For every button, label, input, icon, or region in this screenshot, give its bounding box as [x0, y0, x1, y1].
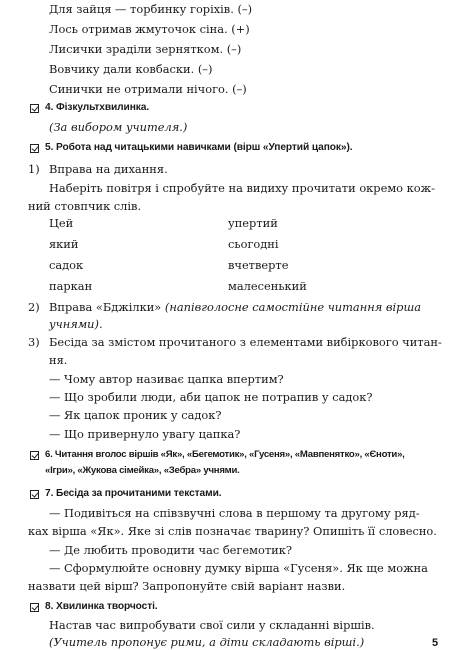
text-line: ках вірша «Як». Яке зі слів позначає тварину? Опишіть її словесно.	[28, 524, 437, 538]
text-line: Лисички зраділи зернятком. (–)	[49, 42, 242, 56]
section-note: (За вибором учителя.)	[49, 120, 188, 134]
text-line: — Де любить проводити час бегемотик?	[49, 543, 292, 557]
word-right: малесенький	[228, 279, 307, 293]
question-line: — Що привернуло увагу цапка?	[49, 427, 241, 441]
word-left: Цей	[49, 216, 74, 230]
text-line: Для зайця — торбинку горіхів. (–)	[49, 2, 253, 16]
text-line: назвати цей вірш? Запропонуйте свій варіант назви.	[28, 579, 346, 593]
section-heading: 4. Фізкультхвилинка.	[45, 102, 150, 113]
word-right: вчетверте	[228, 258, 289, 272]
checkbox-icon	[30, 451, 39, 460]
checkbox-icon	[30, 603, 39, 612]
text-line: ня.	[49, 353, 68, 367]
section-heading: 6. Читання вголос віршів «Як», «Бегемотик», «Гусеня», «Мавпенятко», «Єноти»,	[45, 449, 405, 460]
text-line: — Подивіться на співзвучні слова в першому та другому ряд-	[49, 506, 420, 520]
section-heading: «Ігри», «Жукова сімейка», «Зебра» учнями.	[45, 465, 240, 476]
checkbox-icon	[30, 144, 39, 153]
text-line: Настав час випробувати свої сили у складанні віршів.	[49, 618, 375, 632]
checkbox-icon	[30, 490, 39, 499]
item-number: 1)	[28, 162, 40, 176]
item-italic: (напівголосне самостійне читання вірша	[164, 300, 422, 314]
section-heading: 8. Хвилинка творчості.	[45, 601, 158, 612]
item-text: Вправа «Бджілки»	[49, 300, 162, 314]
section-note: (Учитель пропонує рими, а діти складають вірші.)	[49, 635, 365, 649]
section-heading: 5. Робота над читацькими навичками (вірш «Упертий цапок»).	[45, 142, 353, 153]
item-number: 2)	[28, 300, 40, 314]
text-line: — Сформулюйте основну думку вірша «Гусеня». Як ще можна	[49, 561, 428, 575]
page-number: 5	[432, 637, 439, 649]
item-number: 3)	[28, 335, 40, 349]
word-left: який	[49, 237, 79, 251]
word-right: сьогодні	[228, 237, 279, 251]
checkbox-icon	[30, 104, 39, 113]
word-right: упертий	[228, 216, 278, 230]
section-heading: 7. Бесіда за прочитаними текстами.	[45, 488, 222, 499]
word-left: садок	[49, 258, 84, 272]
question-line: — Що зробили люди, аби цапок не потрапив у садок?	[49, 390, 373, 404]
text-line: Бесіда за змістом прочитаного з елементами вибіркового читан-	[49, 335, 442, 349]
question-line: — Як цапок проник у садок?	[49, 408, 222, 422]
text-line: Лось отримав жмуточок сіна. (+)	[49, 22, 250, 36]
question-line: — Чому автор називає цапка впертим?	[49, 372, 284, 386]
text-line: Синички не отримали нічого. (–)	[49, 82, 247, 96]
text-line	[49, 300, 421, 314]
word-left: паркан	[49, 279, 93, 293]
text-line: Вправа на дихання.	[49, 162, 168, 176]
text-line: Вовчику дали ковбаски. (–)	[49, 62, 213, 76]
text-line: учнями).	[49, 317, 103, 331]
text-line: ний стовпчик слів.	[28, 199, 142, 213]
text-line: Наберіть повітря і спробуйте на видиху прочитати окремо кож-	[49, 181, 435, 195]
